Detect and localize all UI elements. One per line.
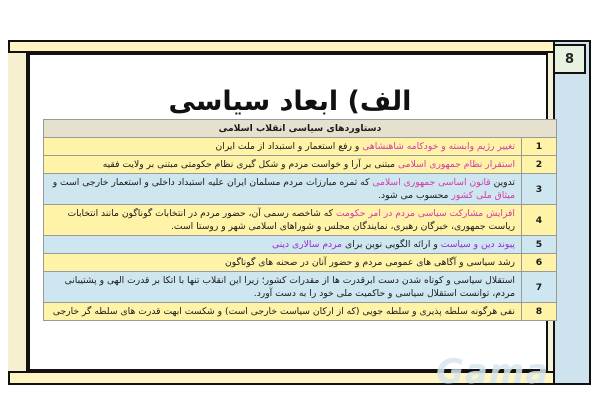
text-span: محسوب می شود.	[378, 190, 452, 201]
text-span: استقلال سیاسی و کوتاه شدن دست ابرقدرت ها از مقدرات کشور؛ زیرا این انقلاب تنها با اتکا بر قدرت الهی و پشتیبانی مردم، توانست استقلال سیاسی و حاکمیت ملی خود را به دست آورد.	[64, 275, 515, 299]
table-row	[44, 254, 557, 272]
highlighted-phrase: میثاق ملی کشور	[451, 190, 515, 201]
top-bar	[8, 40, 591, 53]
text-span: نفی هرگونه سلطه پذیری و سلطه جویی (که از ارکان سیاست خارجی است) و شکست ابهت قدرت های سلطه گر خارجی	[52, 306, 515, 317]
row-number: 4	[522, 205, 557, 236]
row-text	[44, 254, 522, 272]
highlighted-phrase: تغییر رژیم وابسته و خودکامه شاهنشاهی	[362, 141, 515, 152]
text-span: مبتنی بر آرا و خواست مردم و شکل گیری نظام حکومتی مبتنی بر ولایت فقیه	[102, 159, 399, 170]
row-number: 1	[522, 138, 557, 156]
row-text	[44, 174, 522, 205]
table-row	[44, 138, 557, 156]
text-span: و ارائه الگویی نوین برای	[342, 239, 441, 250]
table-row	[44, 272, 557, 303]
right-band	[553, 40, 591, 385]
row-number: 7	[522, 272, 557, 303]
table-row	[44, 303, 557, 321]
highlighted-phrase: پیوند دین و سیاست	[440, 239, 515, 250]
table-header: دستاوردهای سیاسی انقلاب اسلامی	[44, 120, 557, 138]
gama-watermark: Gama	[436, 352, 550, 392]
row-text	[44, 156, 522, 174]
row-text	[44, 303, 522, 321]
page-title: الف) ابعاد سیاسی	[168, 86, 412, 117]
row-number: 6	[522, 254, 557, 272]
highlighted-phrase: مردم سالاری دینی	[272, 239, 343, 250]
row-number: 3	[522, 174, 557, 205]
row-number: 5	[522, 236, 557, 254]
text-span: و رفع استعمار و استبداد از ملت ایران	[215, 141, 363, 152]
highlighted-phrase: افزایش مشارکت سیاسی مردم در امر حکومت	[335, 208, 515, 219]
achievements-table	[43, 119, 557, 321]
row-text	[44, 236, 522, 254]
row-number: 8	[522, 303, 557, 321]
table-row	[44, 205, 557, 236]
text-span: رشد سیاسی و آگاهی های عمومی مردم و حضور آنان در صحنه های گوناگون	[225, 257, 515, 268]
row-text	[44, 272, 522, 303]
left-strip	[8, 53, 28, 371]
text-span: تدوین	[490, 177, 515, 188]
text-span: که ثمره مبارزات مردم مسلمان ایران علیه استبداد داخلی و استعمار خارجی است و	[52, 177, 373, 188]
highlighted-phrase: قانون اساسی جمهوری اسلامی	[372, 177, 491, 188]
table-row	[44, 156, 557, 174]
row-text	[44, 205, 522, 236]
text-span: که شاخصه رسمی آن، حضور مردم در انتخابات گوناگون مانند انتخابات ریاست جمهوری، خبرگان رهبری، نمایندگان مجلس و شوراهای اسلامی شهر و روستا است.	[67, 208, 515, 232]
row-text	[44, 138, 522, 156]
table-row	[44, 236, 557, 254]
row-number: 2	[522, 156, 557, 174]
highlighted-phrase: استقرار نظام جمهوری اسلامی	[398, 159, 515, 170]
page-number: 8	[553, 44, 586, 74]
table-row	[44, 174, 557, 205]
